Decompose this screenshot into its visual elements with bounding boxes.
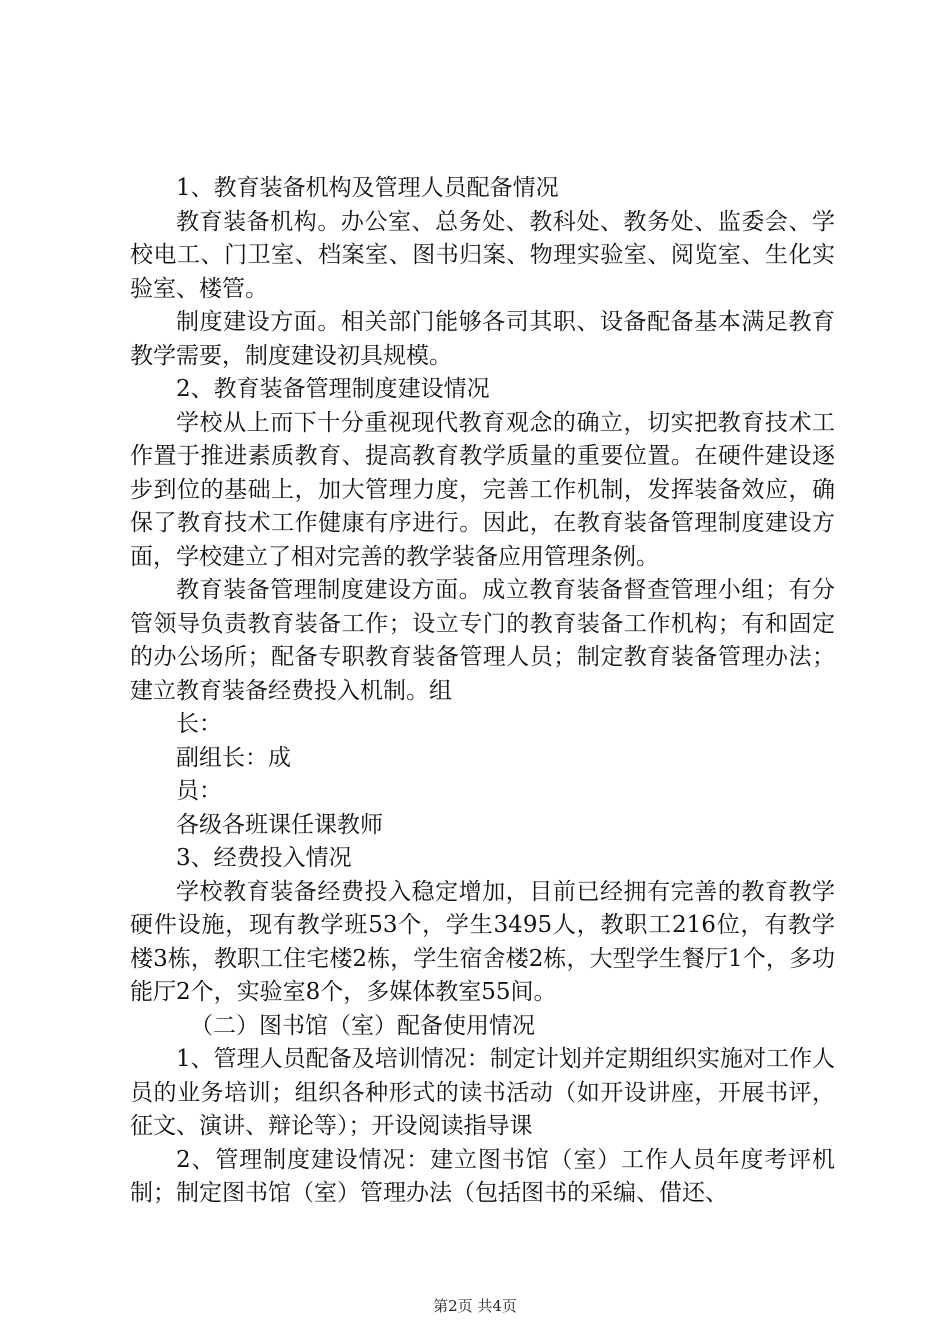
paragraph-management-heading: 2、教育装备管理制度建设情况 xyxy=(176,376,490,402)
paragraph-management-detail: 学校从上而下十分重视现代教育观念的确立，切实把教育技术工作置于推进素质教育、提高教育教学质量的重要位置。在硬件建设逐步到位的基础上，加大管理力度，完善工作机制，发挥装备效应，确保了教育技术工作健康有序进行。因此，在教育装备管理制度建设方面，学校建立了相对完善的教学装备应用管理条例。 xyxy=(130,409,835,570)
paragraph-equipment-org-heading: 1、教育装备机构及管理人员配备情况 xyxy=(176,175,559,201)
page-footer: 第2页 共4页 xyxy=(433,1297,517,1315)
paragraph-equipment-org: 教育装备机构。办公室、总务处、教科处、教务处、监委会、学校电工、门卫室、档案室、图书归案、物理实验室、阅览室、生化实验室、楼管。 xyxy=(130,208,835,302)
paragraph-funding-heading: 3、经费投入情况 xyxy=(176,845,352,871)
paragraph-role-teachers: 各级各班课任课教师 xyxy=(176,811,383,838)
paragraph-library-heading: （二）图书馆（室）配备使用情况 xyxy=(190,1012,535,1039)
paragraph-role-member: 员： xyxy=(176,778,222,804)
document-body xyxy=(130,172,835,1211)
paragraph-system-building: 制度建设方面。相关部门能够各司其职、设备配备基本满足教育教学需要，制度建设初具规模。 xyxy=(130,309,835,369)
paragraph-role-deputy: 副组长：成 xyxy=(176,744,291,771)
paragraph-funding-detail: 学校教育装备经费投入稳定增加，目前已经拥有完善的教育教学硬件设施，现有教学班53个，学生3495人，教职工216位，有教学楼3栋，教职工住宅楼2栋，学生宿舍楼2栋，大型学生餐厅1个，多功能厅2个，实验室8个，多媒体教室55间。 xyxy=(130,878,835,1005)
paragraph-role-leader: 长： xyxy=(176,711,222,737)
paragraph-library-staff: 1、管理人员配备及培训情况：制定计划并定期组织实施对工作人员的业务培训；组织各种形式的读书活动（如开设讲座，开展书评，征文、演讲、辩论等）；开设阅读指导课 xyxy=(130,1046,835,1139)
paragraph-management-measures: 教育装备管理制度建设方面。成立教育装备督查管理小组；有分管领导负责教育装备工作；设立专门的教育装备工作机构；有和固定的办公场所；配备专职教育装备管理人员；制定教育装备管理办法；建立教育装备经费投入机制。组 xyxy=(130,577,835,704)
paragraph-library-system: 2、管理制度建设情况：建立图书馆（室）工作人员年度考评机制；制定图书馆（室）管理办法（包括图书的采编、借还、 xyxy=(130,1146,835,1206)
